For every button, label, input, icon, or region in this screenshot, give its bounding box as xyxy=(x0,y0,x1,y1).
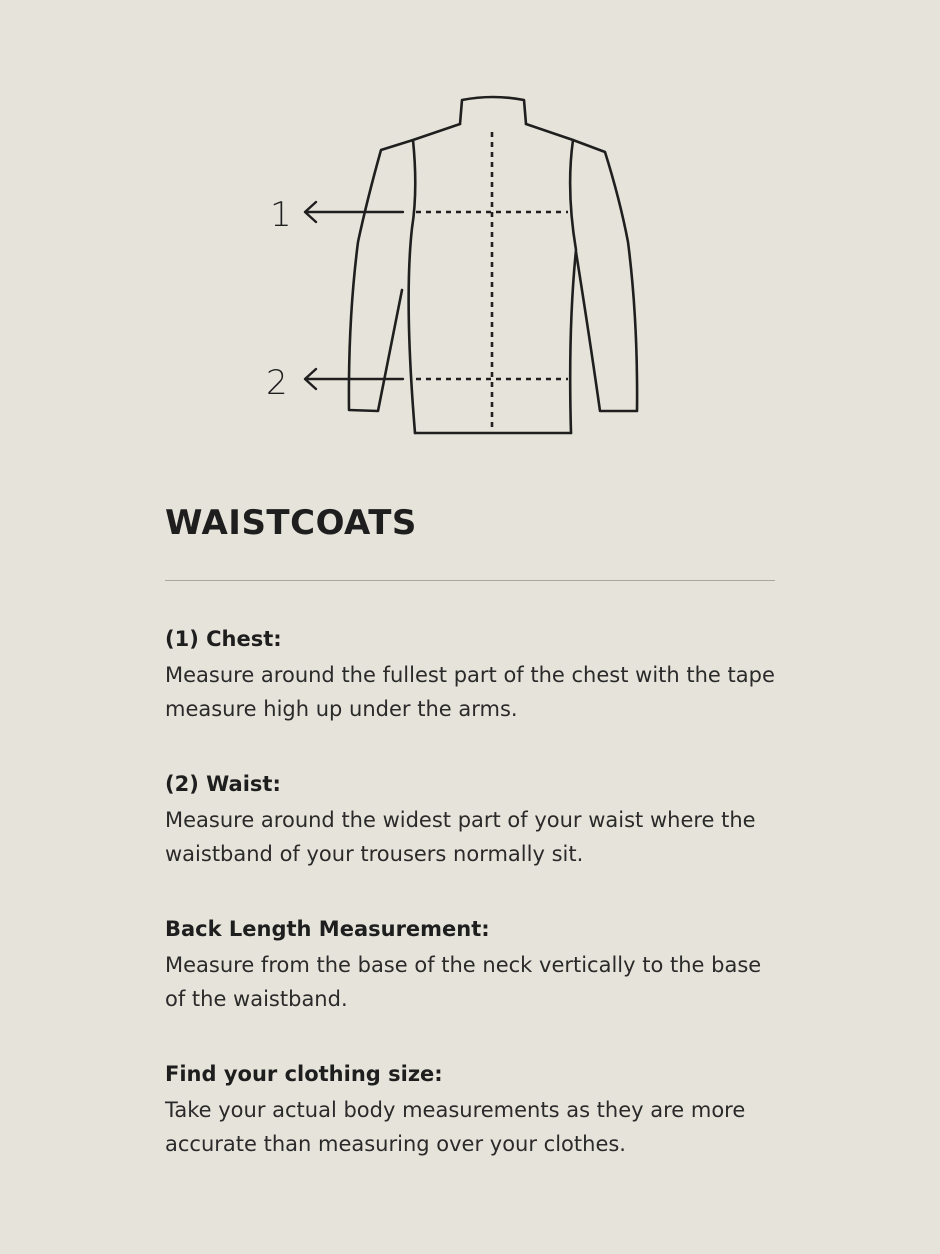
jacket-measurement-diagram xyxy=(0,0,940,470)
jacket-body-right xyxy=(570,140,576,433)
back-length-description: Measure from the base of the neck vertically to the base of the waistband. xyxy=(165,953,762,1011)
page-title: WAISTCOATS xyxy=(165,503,417,543)
clothing-size-section xyxy=(165,1059,785,1161)
back-length-section xyxy=(165,914,785,1016)
jacket-left-sleeve xyxy=(349,124,460,411)
waist-marker-number: 2 xyxy=(266,363,288,403)
jacket-right-sleeve xyxy=(526,124,637,411)
chest-section xyxy=(165,624,785,726)
clothing-size-description: Take your actual body measurements as they are more accurate than measuring over your clothes. xyxy=(165,1098,746,1156)
chest-arrow xyxy=(305,202,403,222)
jacket-collar xyxy=(460,97,526,124)
chest-description: Measure around the fullest part of the chest with the tape measure high up under the arms. xyxy=(165,663,775,721)
jacket-body-left xyxy=(409,140,416,433)
chest-heading: (1) Chest: xyxy=(165,627,282,651)
title-divider xyxy=(165,580,775,581)
waist-heading: (2) Waist: xyxy=(165,772,281,796)
waist-description: Measure around the widest part of your waist where the waistband of your trousers normally sit. xyxy=(165,808,756,866)
waist-arrow xyxy=(305,369,403,389)
clothing-size-heading: Find your clothing size: xyxy=(165,1062,443,1086)
chest-marker-number: 1 xyxy=(270,195,292,235)
waist-section xyxy=(165,769,785,871)
back-length-heading: Back Length Measurement: xyxy=(165,917,490,941)
